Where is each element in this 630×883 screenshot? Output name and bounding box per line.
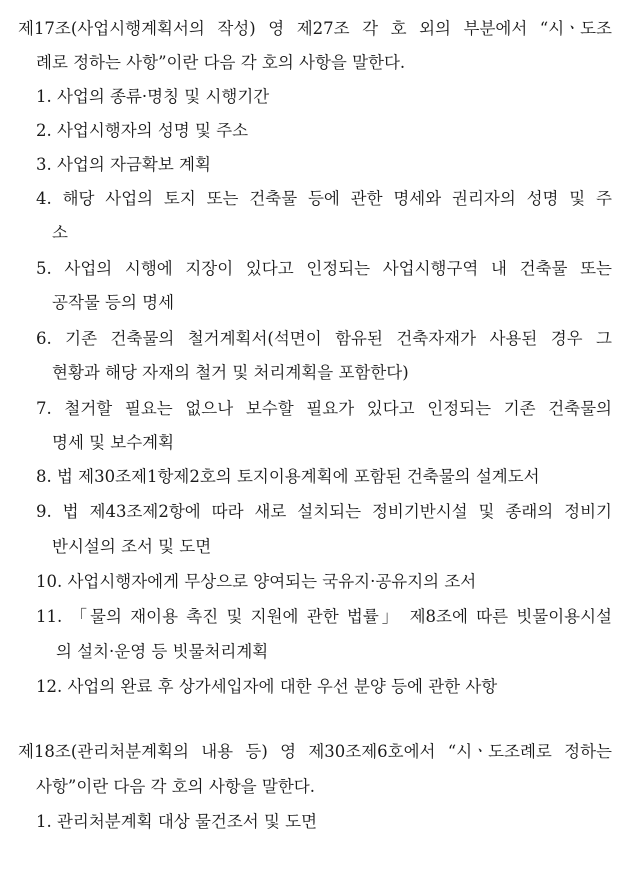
list-item-continuation: 소 (52, 223, 68, 242)
list-item: 12. 사업의 완료 후 상가세입자에 대한 우선 분양 등에 관한 사항 (36, 677, 498, 696)
article-heading-line: 제18조(관리처분계획의 내용 등) 영 제30조제6호에서 “시ㆍ도조례로 정하는 (18, 742, 612, 761)
list-item: 11. 「물의 재이용 촉진 및 지원에 관한 법률」 제8조에 따른 빗물이용시설 (36, 607, 612, 626)
list-item: 8. 법 제30조제1항제2호의 토지이용계획에 포함된 건축물의 설계도서 (36, 467, 540, 486)
article-heading-line: 례로 정하는 사항”이란 다음 각 호의 사항을 말한다. (36, 53, 406, 72)
list-item-continuation: 의 설치·운영 등 빗물처리계획 (56, 642, 269, 661)
list-item-continuation: 반시설의 조서 및 도면 (52, 537, 212, 556)
list-item: 10. 사업시행자에게 무상으로 양여되는 국유지·공유지의 조서 (36, 572, 477, 591)
list-item-continuation: 명세 및 보수계획 (52, 433, 175, 452)
list-item: 9. 법 제43조제2항에 따라 새로 설치되는 정비기반시설 및 종래의 정비기 (36, 502, 612, 521)
list-item: 7. 철거할 필요는 없으나 보수할 필요가 있다고 인정되는 기존 건축물의 (36, 399, 612, 418)
list-item: 5. 사업의 시행에 지장이 있다고 인정되는 사업시행구역 내 건축물 또는 (36, 259, 612, 278)
list-item: 4. 해당 사업의 토지 또는 건축물 등에 관한 명세와 권리자의 성명 및 주 (36, 189, 612, 208)
list-item: 3. 사업의 자금확보 계획 (36, 155, 211, 174)
list-item: 1. 사업의 종류·명칭 및 시행기간 (36, 87, 270, 106)
list-item-continuation: 공작물 등의 명세 (52, 293, 175, 312)
list-item: 1. 관리처분계획 대상 물건조서 및 도면 (36, 812, 318, 831)
list-item-continuation: 현황과 해당 자재의 철거 및 처리계획을 포함한다) (52, 363, 409, 382)
list-item: 2. 사업시행자의 성명 및 주소 (36, 121, 249, 140)
list-item: 6. 기존 건축물의 철거계획서(석면이 함유된 건축자재가 사용된 경우 그 (36, 329, 612, 348)
article-heading-line: 제17조(사업시행계획서의 작성) 영 제27조 각 호 외의 부분에서 “시ㆍ도조 (18, 19, 612, 38)
article-heading-line: 사항”이란 다음 각 호의 사항을 말한다. (36, 777, 315, 796)
